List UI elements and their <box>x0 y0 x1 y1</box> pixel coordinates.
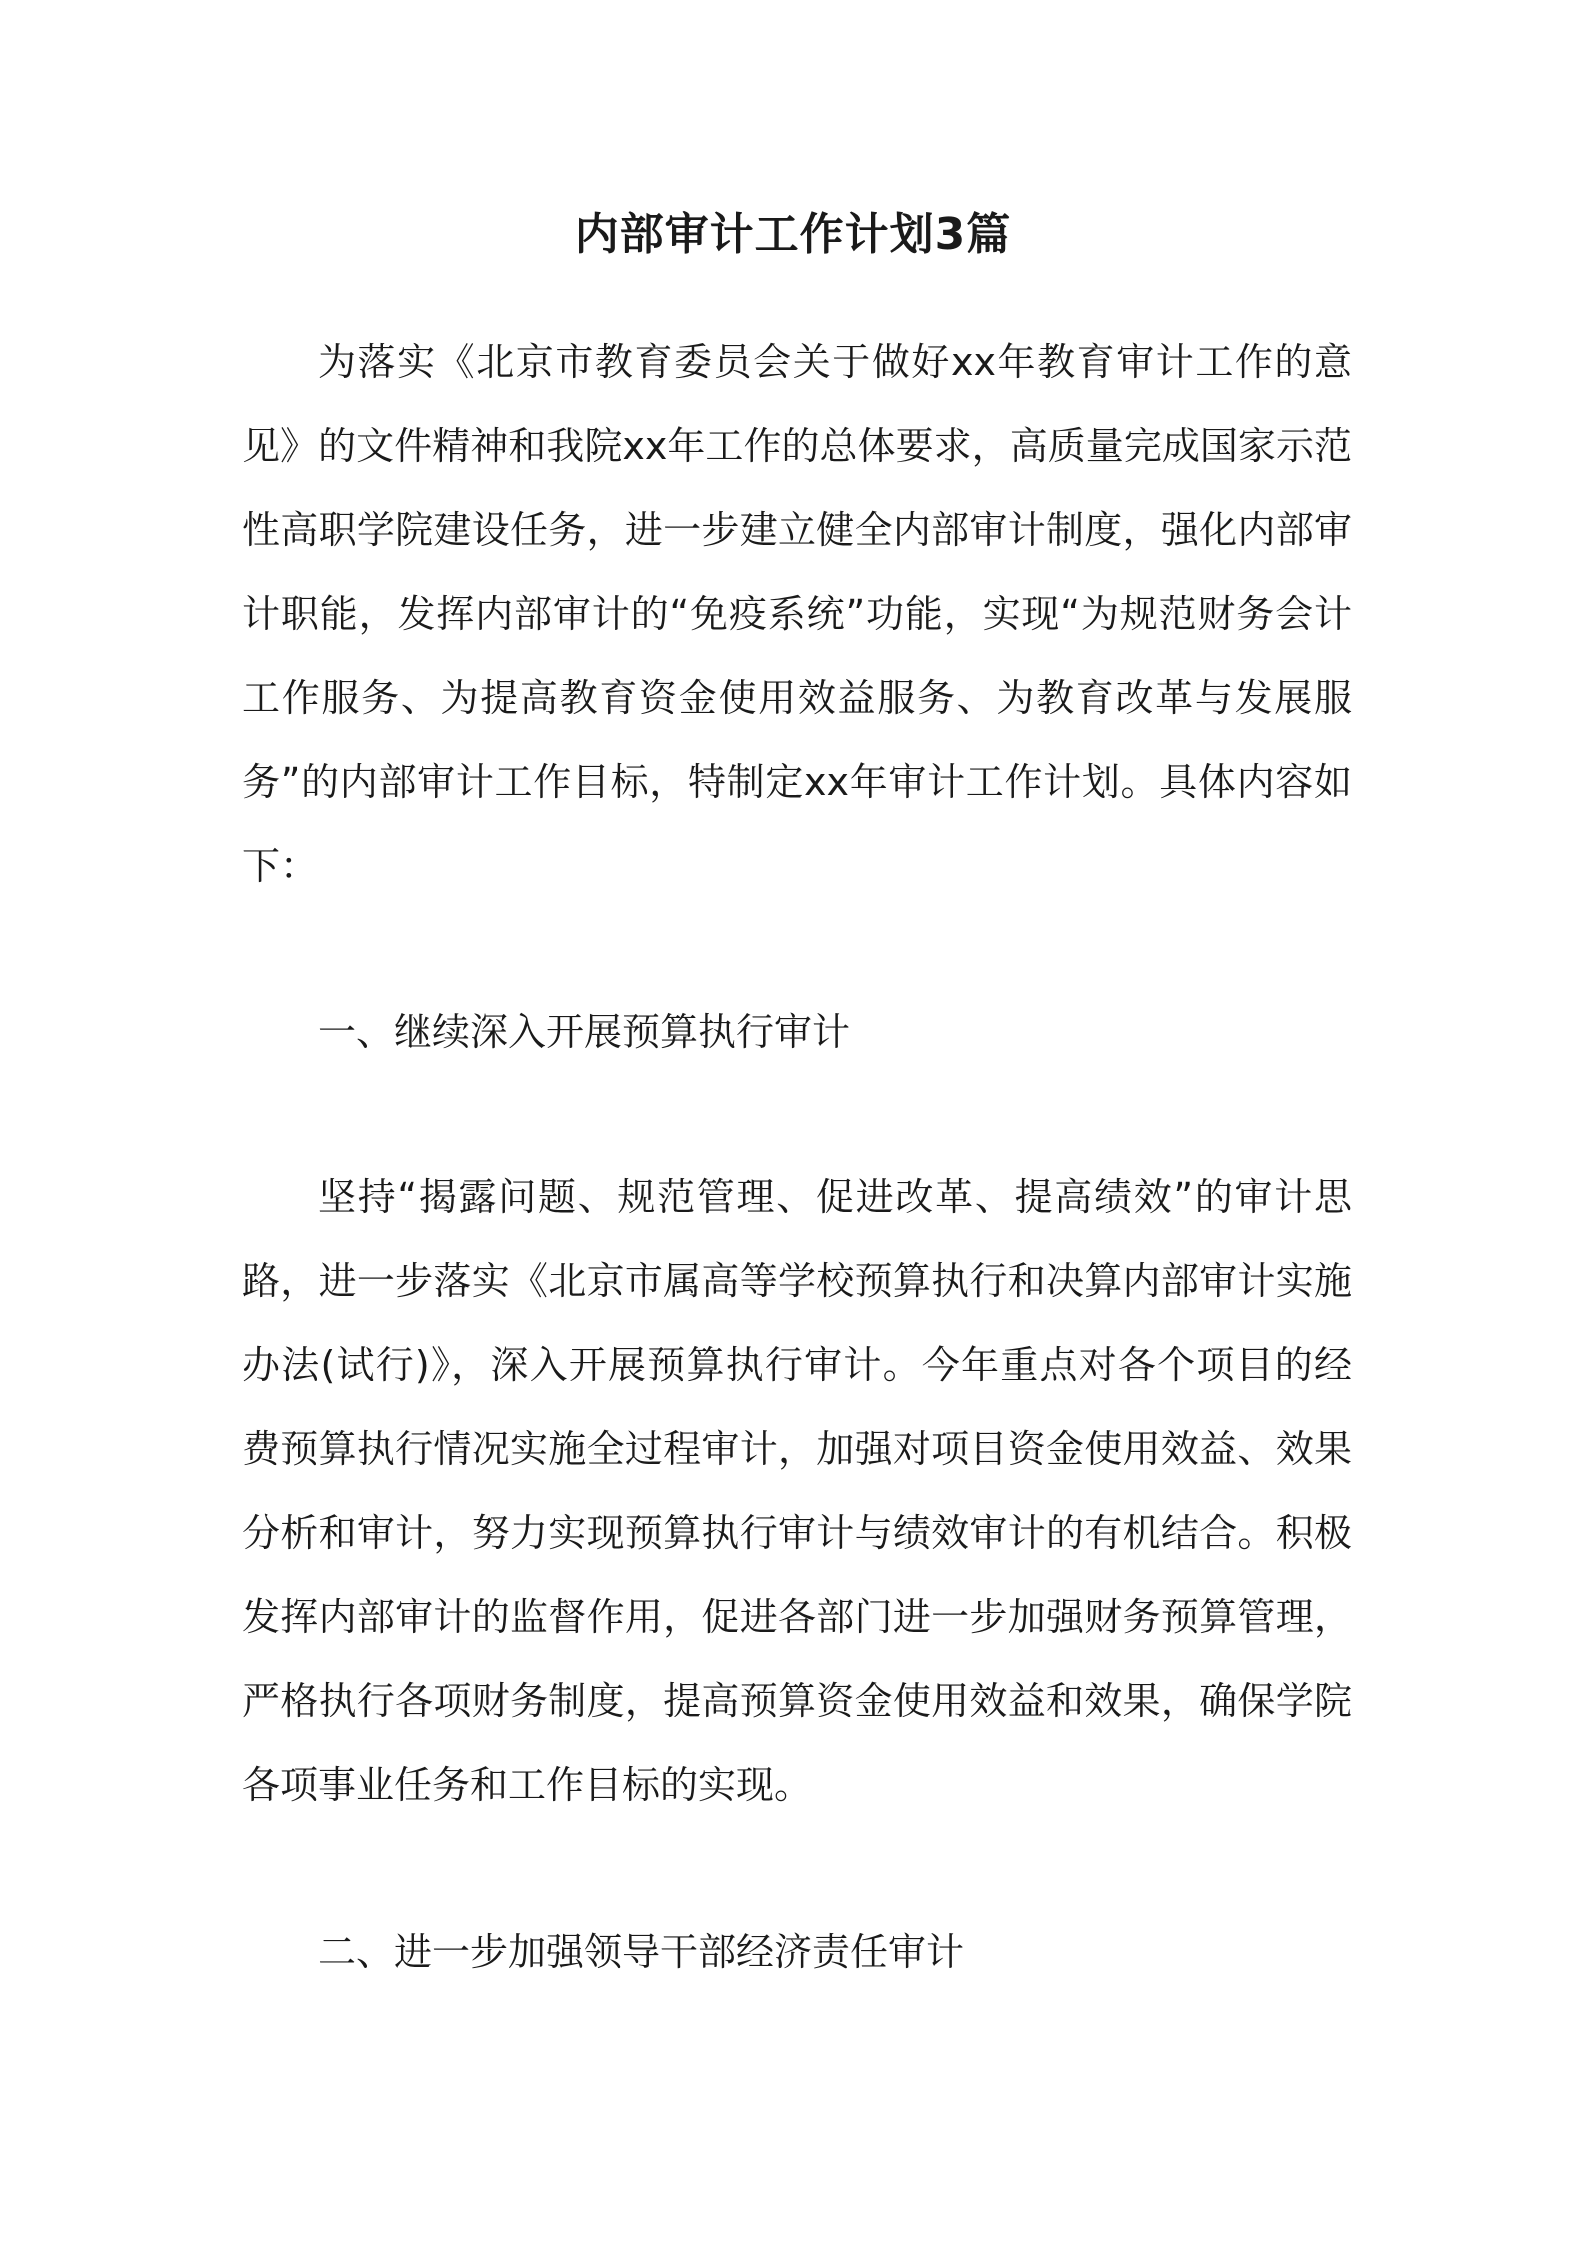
section-heading-1: 一、继续深入开展预算执行审计 <box>318 1010 851 1054</box>
intro-paragraph: 为落实《北京市教育委员会关于做好xx年教育审计工作的意见》的文件精神和我院xx年工作的总体要求，高质量完成国家示范性高职学院建设任务，进一步建立健全内部审计制度，强化内部审计职能，发挥内部审计的“免疫系统”功能，实现“为规范财务会计工作服务、为提高教育资金使用效益服务、为教育改革与发展服务”的内部审计工作目标，特制定xx年审计工作计划。具体内容如下： <box>242 340 1352 888</box>
section-1-paragraph: 坚持“揭露问题、规范管理、促进改革、提高绩效”的审计思路，进一步落实《北京市属高等学校预算执行和决算内部审计实施办法(试行)》，深入开展预算执行审计。今年重点对各个项目的经费预算执行情况实施全过程审计，加强对项目资金使用效益、效果分析和审计，努力实现预算执行审计与绩效审计的有机结合。积极发挥内部审计的监督作用，促进各部门进一步加强财务预算管理，严格执行各项财务制度，提高预算资金使用效益和效果，确保学院各项事业任务和工作目标的实现。 <box>242 1175 1352 1807</box>
section-heading-2: 二、进一步加强领导干部经济责任审计 <box>318 1930 965 1974</box>
document-title: 内部审计工作计划3篇 <box>574 209 1012 260</box>
